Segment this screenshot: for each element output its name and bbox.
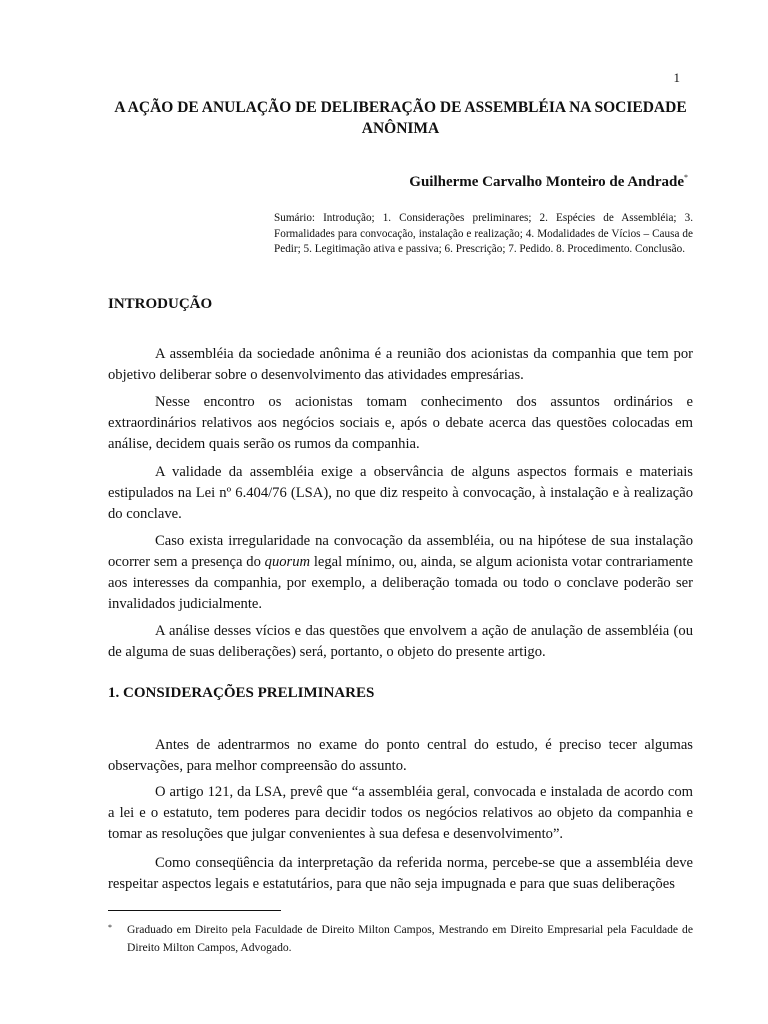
paragraph	[108, 621, 693, 663]
author-footnote-mark: *	[684, 173, 688, 182]
author-name: Guilherme Carvalho Monteiro de Andrade	[409, 174, 684, 190]
paragraph-text: A análise desses vícios e das questões que envolvem a ação de anulação de assembléia (ou de alguma de suas deliberações) será, portanto, o objeto do presente artigo.	[108, 623, 693, 660]
paragraph-text: Nesse encontro os acionistas tomam conhecimento dos assuntos ordinários e extraordinários relativos aos negócios sociais e, após o debate acerca das questões colocadas em análise, decidem quais serão os rumos da companhia.	[108, 394, 693, 452]
paragraph-text: legal mínimo, ou, ainda, se algum acionista votar contrariamente aos interesses da companhia, por exemplo, a deliberação tomada ou todo o conclave poderão ser invalidados judicialmente.	[108, 554, 693, 612]
footnote	[108, 921, 693, 956]
paragraph	[108, 531, 693, 615]
paragraph-text: A assembléia da sociedade anônima é a reunião dos acionistas da companhia que tem por objetivo deliberar sobre o desenvolvimento das atividades empresárias.	[108, 346, 693, 383]
paragraph	[108, 462, 693, 525]
page-number: 1	[673, 70, 680, 85]
paragraph	[108, 392, 693, 455]
paragraph-text: Como conseqüência da interpretação da referida norma, percebe-se que a assembléia deve respeitar aspectos legais e estatutários, para que não seja impugnada e para que suas deliberações	[108, 855, 693, 892]
paragraph	[108, 853, 693, 895]
paragraph	[108, 782, 693, 845]
paragraph-text: O artigo 121, da LSA, prevê que “a assembléia geral, convocada e instalada de acordo com a lei e o estatuto, tem poderes para decidir todos os negócios relativos ao objeto da companhia e tomar as resoluções que julgar convenientes à sua defesa e desenvolvimento”.	[108, 784, 693, 842]
footnote-text: Graduado em Direito pela Faculdade de Direito Milton Campos, Mestrando em Direito Empresarial pela Faculdade de Direito Milton Campos, Advogado.	[127, 923, 693, 954]
document-title: A AÇÃO DE ANULAÇÃO DE DELIBERAÇÃO DE ASSEMBLÉIA NA SOCIEDADE ANÔNIMA	[114, 99, 687, 137]
summary: Sumário: Introdução; 1. Considerações preliminares; 2. Espécies de Assembléia; 3. Formalidades para convocação, instalação e realização; 4. Modalidades de Vícios – Causa de Pedir; 5. Legitimação ativa e passiva; 6. Prescrição; 7. Pedido. 8. Procedimento. Conclusão.	[274, 212, 693, 255]
quorum-italic: quorum	[264, 554, 311, 570]
paragraph-text: A validade da assembléia exige a observância de alguns aspectos formais e materiais estipulados na Lei nº 6.404/76 (LSA), no que diz respeito à convocação, à instalação e à realização do conclave.	[108, 464, 693, 522]
heading-consideracoes-preliminares: 1. CONSIDERAÇÕES PRELIMINARES	[108, 685, 375, 701]
footnote-separator	[108, 910, 281, 911]
heading-introducao: INTRODUÇÃO	[108, 296, 213, 312]
paragraph	[108, 344, 693, 386]
paragraph-text: Caso exista irregularidade na convocação da assembléia, ou na hipótese de sua instalação ocorrer sem a presença do	[108, 533, 693, 570]
author-line	[300, 173, 688, 191]
paragraph-text: Antes de adentrarmos no exame do ponto central do estudo, é preciso tecer algumas observações, para melhor compreensão do assunto.	[108, 737, 693, 774]
paragraph	[108, 735, 693, 777]
footnote-mark: *	[108, 923, 112, 932]
